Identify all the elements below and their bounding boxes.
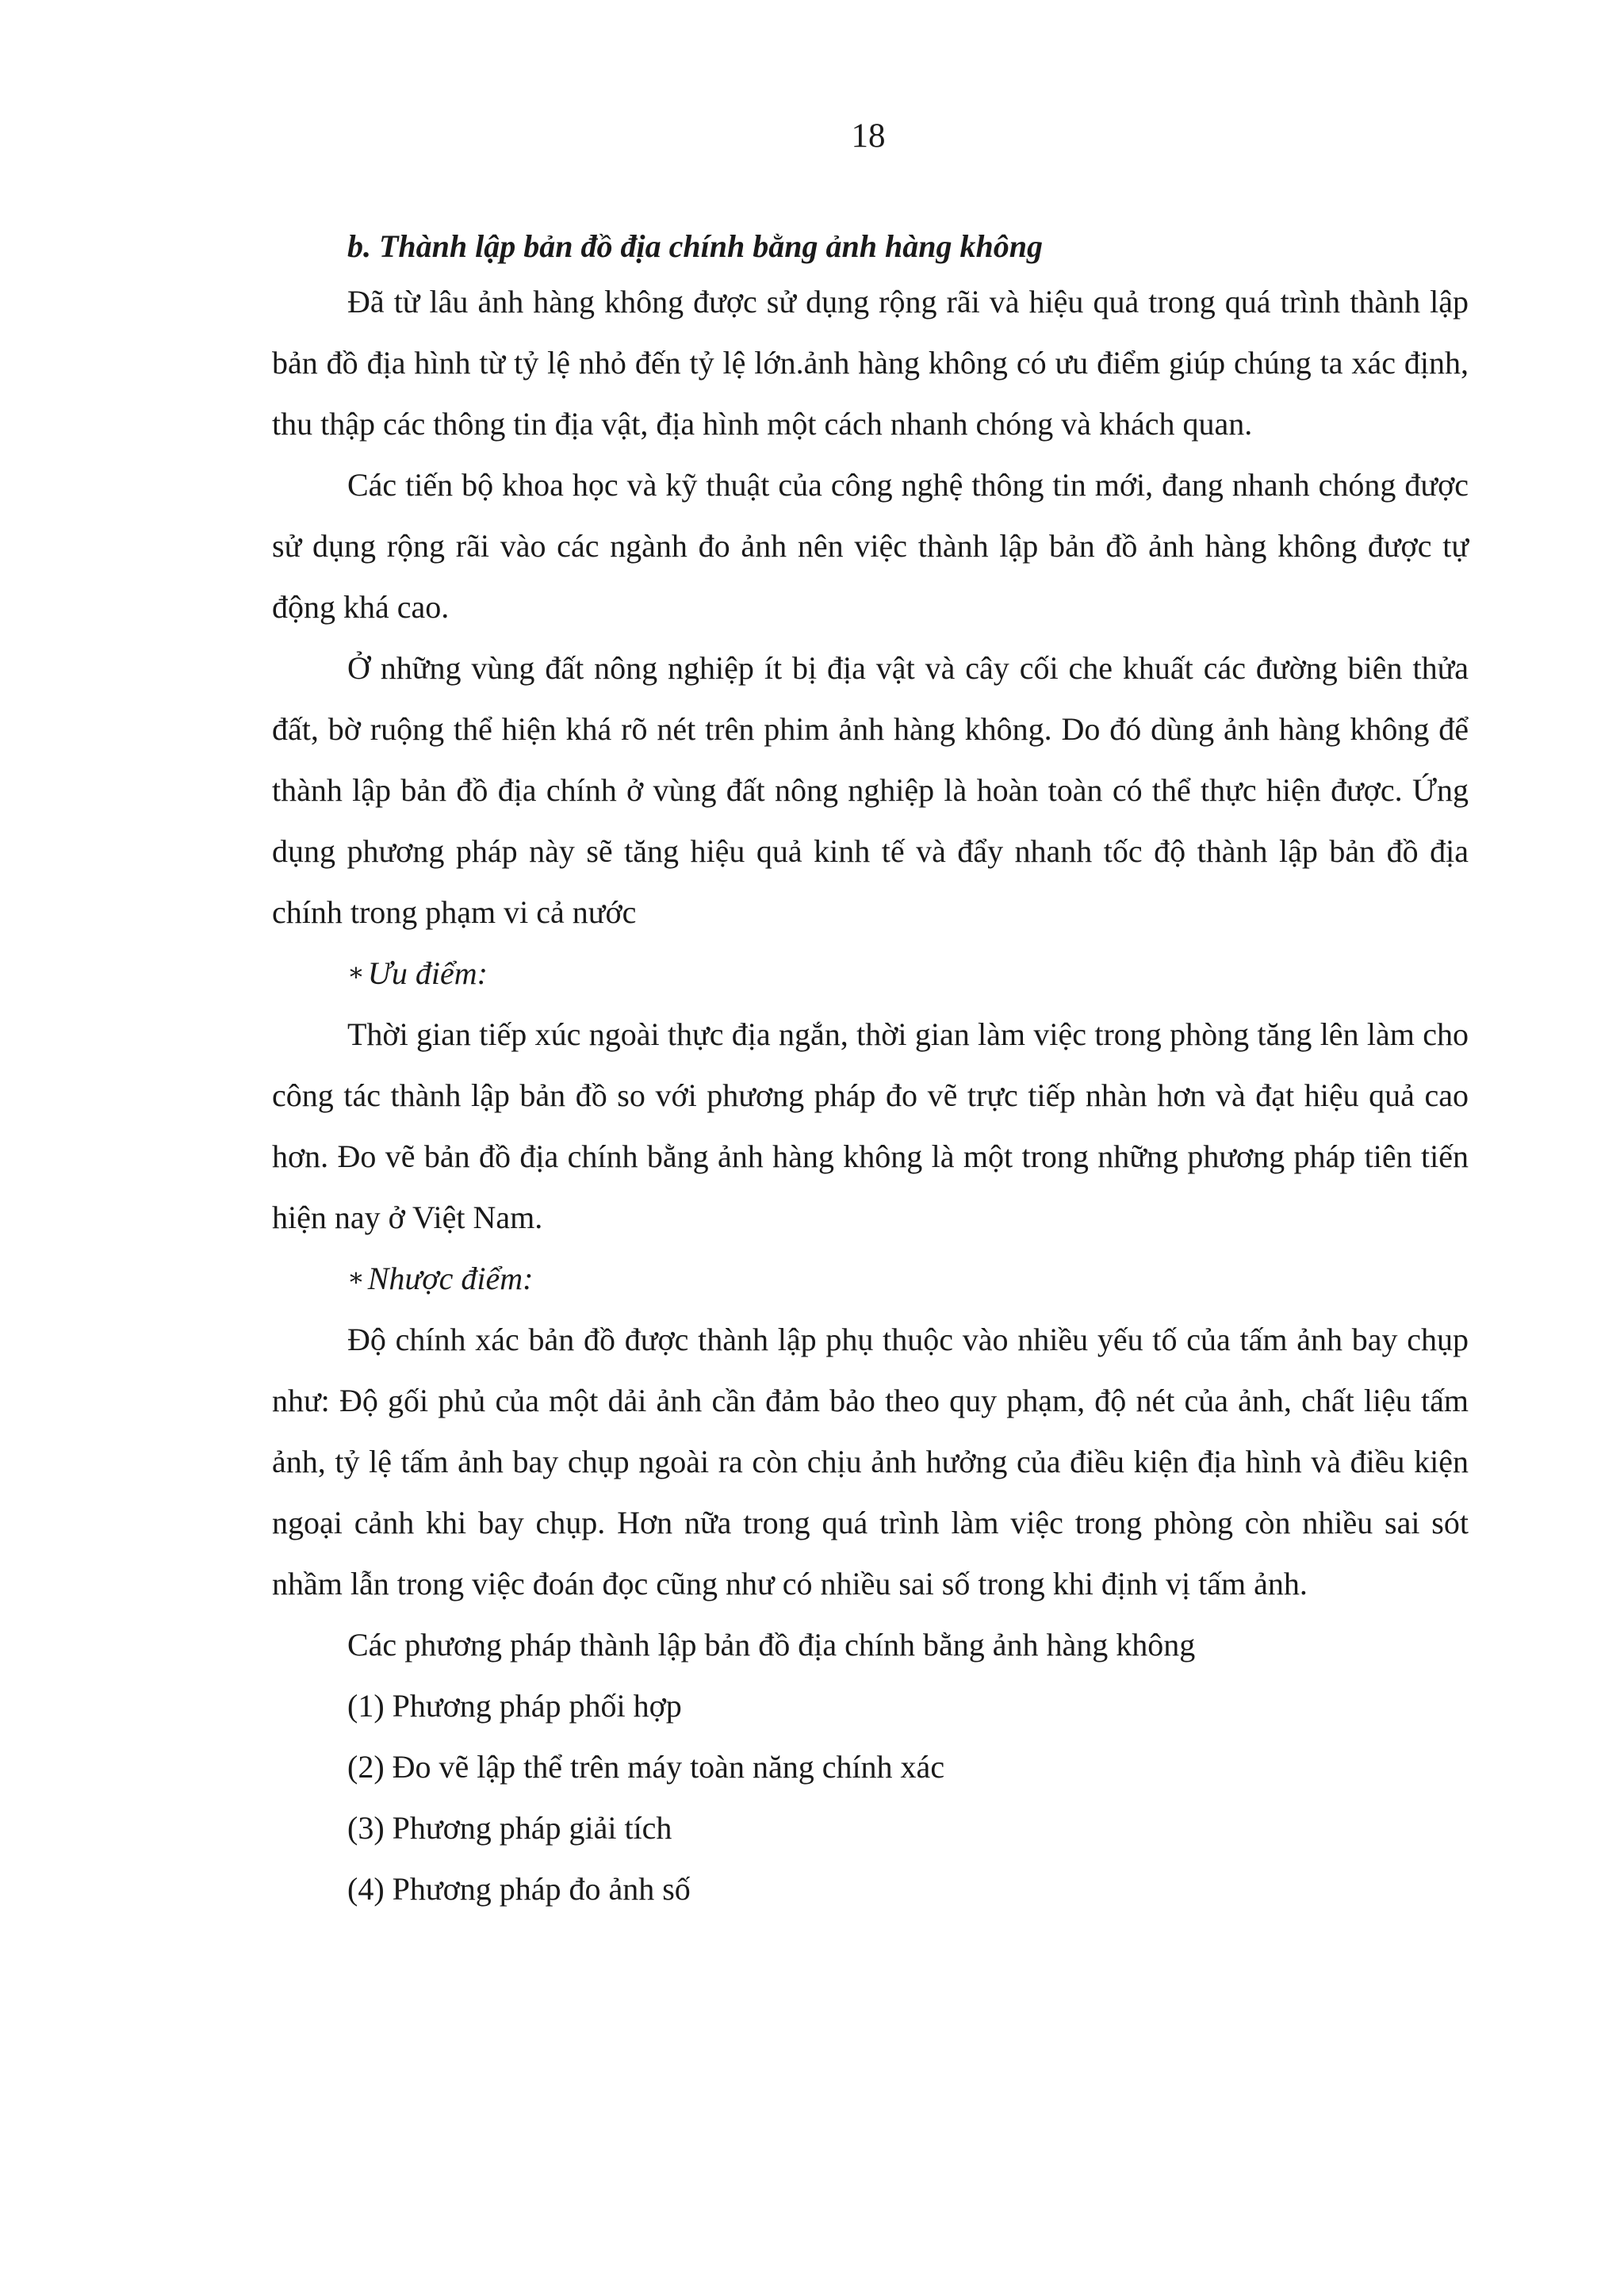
method-item: (3) Phương pháp giải tích: [347, 1810, 672, 1846]
method-item: (1) Phương pháp phối hợp: [347, 1688, 682, 1724]
method-item: (2) Đo vẽ lập thể trên máy toàn năng chính xác: [347, 1749, 945, 1785]
advantages-paragraph: Thời gian tiếp xúc ngoài thực địa ngắn, thời gian làm việc trong phòng tăng lên làm cho công tác thành lập bản đồ so với phương pháp đo vẽ trực tiếp nhàn hơn và đạt hiệu quả cao hơn. Đo vẽ bản đồ địa chính bằng ảnh hàng không là một trong những phương pháp tiên tiến hiện nay ở Việt Nam.: [272, 1016, 1469, 1235]
bullet-star: ∗: [347, 958, 365, 986]
methods-intro: Các phương pháp thành lập bản đồ địa chính bằng ảnh hàng không: [347, 1627, 1196, 1663]
page-content: [272, 222, 1469, 1919]
section-heading: b. Thành lập bản đồ địa chính bằng ảnh hàng không: [347, 228, 1043, 264]
disadvantages-paragraph: Độ chính xác bản đồ được thành lập phụ thuộc vào nhiều yếu tố của tấm ảnh bay chụp như: Độ gối phủ của một dải ảnh cần đảm bảo theo quy phạm, độ nét của ảnh, chất liệu tấm ảnh, tỷ lệ tấm ảnh bay chụp ngoài ra còn chịu ảnh hưởng của điều kiện địa hình và điều kiện ngoại cảnh khi bay chụp. Hơn nữa trong quá trình làm việc trong phòng còn nhiều sai sót nhầm lẫn trong việc đoán đọc cũng như có nhiều sai số trong khi định vị tấm ảnh.: [272, 1322, 1469, 1601]
advantages-label: [272, 943, 1469, 1004]
paragraph-technology: Các tiến bộ khoa học và kỹ thuật của công nghệ thông tin mới, đang nhanh chóng được sử dụng rộng rãi vào các ngành đo ảnh nên việc thành lập bản đồ ảnh hàng không được tự động khá cao.: [272, 467, 1469, 625]
paragraph-agriculture: Ở những vùng đất nông nghiệp ít bị địa vật và cây cối che khuất các đường biên thửa đất, bờ ruộng thể hiện khá rõ nét trên phim ảnh hàng không. Do đó dùng ảnh hàng không để thành lập bản đồ địa chính ở vùng đất nông nghiệp là hoàn toàn có thể thực hiện được. Ứng dụng phương pháp này sẽ tăng hiệu quả kinh tế và đẩy nhanh tốc độ thành lập bản đồ địa chính trong phạm vi cả nước: [272, 650, 1469, 930]
disadvantages-label: [272, 1248, 1469, 1309]
page-number: 18: [851, 117, 886, 155]
paragraph-intro: Đã từ lâu ảnh hàng không được sử dụng rộng rãi và hiệu quả trong quá trình thành lập bản đồ địa hình từ tỷ lệ nhỏ đến tỷ lệ lớn.ảnh hàng không có ưu điểm giúp chúng ta xác định, thu thập các thông tin địa vật, địa hình một cách nhanh chóng và khách quan.: [272, 284, 1469, 442]
bullet-star: ∗: [347, 1263, 365, 1292]
disadvantages-label-text: Nhược điểm:: [367, 1261, 534, 1296]
advantages-label-text: Ưu điểm:: [367, 955, 488, 991]
method-item: (4) Phương pháp đo ảnh số: [347, 1871, 691, 1907]
